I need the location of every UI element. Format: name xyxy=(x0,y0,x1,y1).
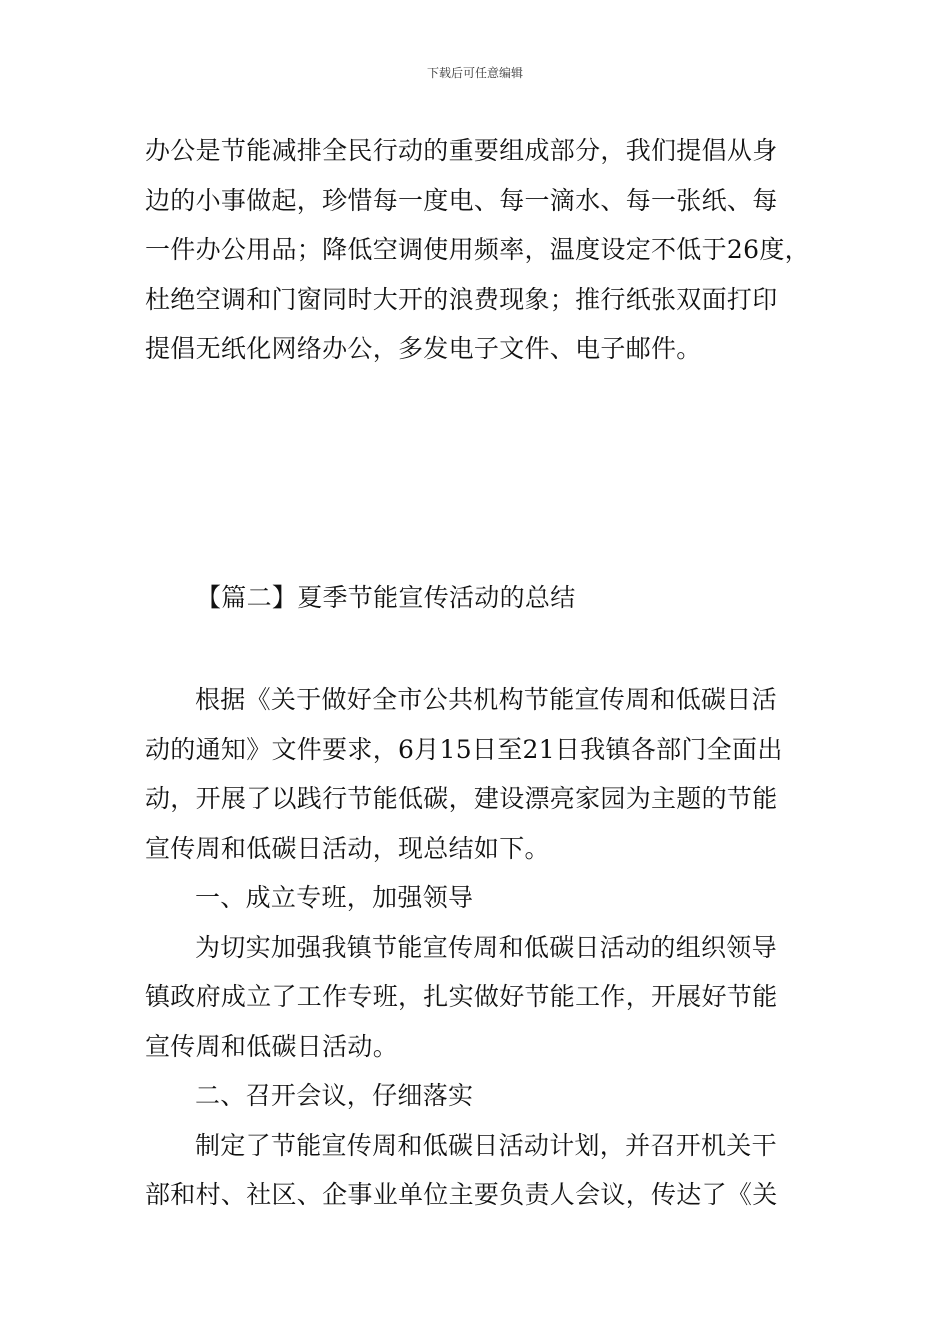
text-line: 边的小事做起，珍惜每一度电、每一滴水、每一张纸、每 xyxy=(145,185,778,215)
page-header-note: 下载后可任意编辑 xyxy=(426,66,523,80)
text-line: 宣传周和低碳日活动。 xyxy=(145,1031,399,1061)
section-title: 【篇二】夏季节能宣传活动的总结 xyxy=(196,583,576,612)
text-line: 提倡无纸化网络办公，多发电子文件、电子邮件。 xyxy=(145,334,702,363)
text-line: 办公是节能减排全民行动的重要组成部分，我们提倡从身 xyxy=(145,136,778,165)
text-line: 镇政府成立了工作专班，扎实做好节能工作，开展好节能 xyxy=(145,982,778,1011)
subheading-1: 一、成立专班，加强领导 xyxy=(195,883,474,912)
text-line: 部和村、社区、企事业单位主要负责人会议，传达了《关 xyxy=(145,1180,778,1209)
subheading-2: 二、召开会议，仔细落实 xyxy=(195,1081,474,1110)
text-line: 宣传周和低碳日活动，现总结如下。 xyxy=(145,833,550,863)
text-line: 制定了节能宣传周和低碳日活动计划，并召开机关干 xyxy=(195,1130,777,1160)
text-line: 动，开展了以践行节能低碳，建设漂亮家园为主题的节能 xyxy=(145,784,778,813)
text-line: 为切实加强我镇节能宣传周和低碳日活动的组织领导 xyxy=(195,932,777,962)
paragraph-office-energy xyxy=(145,126,825,374)
summary-body xyxy=(145,675,825,1220)
text-line: 动的通知》文件要求，6月15日至21日我镇各部门全面出 xyxy=(145,734,783,764)
text-line: 根据《关于做好全市公共机构节能宣传周和低碳日活 xyxy=(195,685,777,714)
text-line: 一件办公用品；降低空调使用频率，温度设定不低于26度， xyxy=(145,235,810,264)
text-line: 杜绝空调和门窗同时大开的浪费现象；推行纸张双面打印 xyxy=(145,284,778,314)
